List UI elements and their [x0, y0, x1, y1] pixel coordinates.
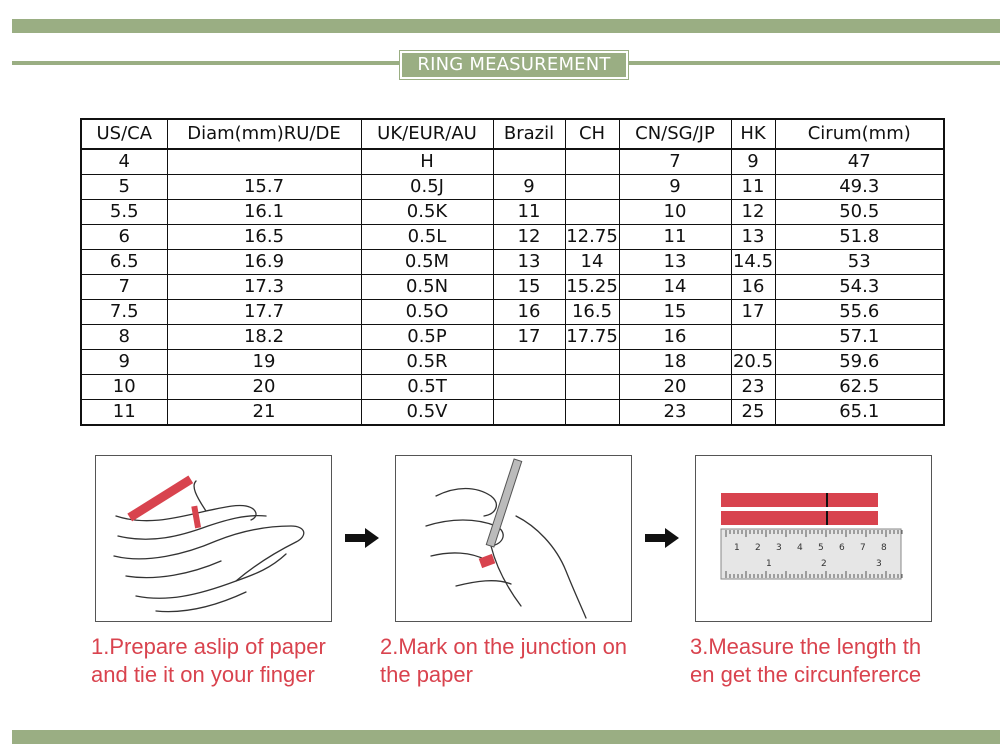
table-cell: 0.5J: [361, 175, 493, 200]
ruler-label: 1: [766, 559, 772, 569]
table-cell: 54.3: [775, 275, 944, 300]
table-body: [81, 149, 944, 425]
arrow-right-icon: [345, 526, 381, 550]
table-cell: 0.5O: [361, 300, 493, 325]
table-cell: 16.9: [167, 250, 361, 275]
table-cell: 13: [493, 250, 565, 275]
hand-with-paper-strip-icon: [96, 456, 331, 621]
table-cell: 12: [731, 200, 775, 225]
table-cell: 11: [81, 400, 167, 426]
ruler-label: 6: [839, 543, 845, 553]
table-cell: 11: [731, 175, 775, 200]
table-cell: 10: [619, 200, 731, 225]
table-cell: [565, 400, 619, 426]
table-cell: 6.5: [81, 250, 167, 275]
table-cell: 11: [493, 200, 565, 225]
table-cell: 0.5N: [361, 275, 493, 300]
table-row: [81, 225, 944, 250]
table-cell: 6: [81, 225, 167, 250]
table-cell: 0.5M: [361, 250, 493, 275]
column-header: HK: [731, 119, 775, 149]
paper-strip-cut: [721, 511, 878, 525]
table-cell: [565, 175, 619, 200]
table-cell: 14: [619, 275, 731, 300]
table-cell: 57.1: [775, 325, 944, 350]
table-row: [81, 250, 944, 275]
page-title: RING MEASUREMENT: [400, 51, 628, 79]
table-cell: 14.5: [731, 250, 775, 275]
ruler-label: 7: [860, 543, 866, 553]
table-cell: 14: [565, 250, 619, 275]
table-row: [81, 350, 944, 375]
table-cell: 0.5T: [361, 375, 493, 400]
table-cell: 16: [493, 300, 565, 325]
step-2-caption-line-2: the paper: [380, 662, 473, 687]
table-cell: 16.1: [167, 200, 361, 225]
table-cell: [167, 149, 361, 175]
table-cell: H: [361, 149, 493, 175]
table-cell: 19: [167, 350, 361, 375]
table-cell: 23: [619, 400, 731, 426]
table-row: [81, 400, 944, 426]
table-cell: 0.5V: [361, 400, 493, 426]
table-row: [81, 300, 944, 325]
table-cell: [565, 149, 619, 175]
column-header: US/CA: [81, 119, 167, 149]
table-cell: 20.5: [731, 350, 775, 375]
table-cell: 59.6: [775, 350, 944, 375]
ruler-label: 3: [776, 543, 782, 553]
table-cell: 15.25: [565, 275, 619, 300]
table-cell: 8: [81, 325, 167, 350]
bottom-band: [12, 730, 1000, 744]
column-header: Diam(mm)RU/DE: [167, 119, 361, 149]
pen: [486, 459, 521, 547]
column-header: UK/EUR/AU: [361, 119, 493, 149]
table-cell: 11: [619, 225, 731, 250]
step-1-illustration: [95, 455, 332, 622]
table-cell: 16.5: [565, 300, 619, 325]
column-header: CH: [565, 119, 619, 149]
table-cell: 16.5: [167, 225, 361, 250]
table-row: [81, 375, 944, 400]
table-cell: [731, 325, 775, 350]
table-cell: 12.75: [565, 225, 619, 250]
table-row: [81, 325, 944, 350]
table-cell: 62.5: [775, 375, 944, 400]
step-2-caption: [380, 633, 627, 689]
table-cell: 17.75: [565, 325, 619, 350]
table-cell: 7: [619, 149, 731, 175]
step-3-caption-line-1: 3.Measure the length th: [690, 634, 922, 659]
table-cell: 10: [81, 375, 167, 400]
step-1-caption: [91, 633, 326, 689]
ruler-label: 2: [821, 559, 827, 569]
paper-strips-and-ruler-icon: [696, 456, 931, 621]
table-cell: 65.1: [775, 400, 944, 426]
table-cell: 13: [619, 250, 731, 275]
table-cell: 16: [731, 275, 775, 300]
column-header: Cirum(mm): [775, 119, 944, 149]
ruler-label: 4: [797, 543, 803, 553]
table-cell: 15: [493, 275, 565, 300]
table-cell: 20: [167, 375, 361, 400]
table-cell: 0.5L: [361, 225, 493, 250]
paper-strip-marked: [721, 493, 878, 507]
step-1-caption-line-1: 1.Prepare aslip of paper: [91, 634, 326, 659]
column-header: Brazil: [493, 119, 565, 149]
table-cell: 55.6: [775, 300, 944, 325]
table-row: [81, 175, 944, 200]
table-cell: 15: [619, 300, 731, 325]
ruler-label: 1: [734, 543, 740, 553]
ruler-label: 2: [755, 543, 761, 553]
table-cell: 0.5R: [361, 350, 493, 375]
table-cell: 17: [731, 300, 775, 325]
paper-strip: [127, 476, 193, 522]
table-cell: [565, 375, 619, 400]
arrow-right-icon: [645, 526, 681, 550]
table-cell: 18.2: [167, 325, 361, 350]
column-header: CN/SG/JP: [619, 119, 731, 149]
table-row: [81, 200, 944, 225]
table-cell: 7.5: [81, 300, 167, 325]
table-cell: 5.5: [81, 200, 167, 225]
step-1-caption-line-2: and tie it on your finger: [91, 662, 315, 687]
ring-size-table: [80, 118, 945, 426]
hand-marking-with-pen-icon: [396, 456, 631, 621]
table-cell: 0.5K: [361, 200, 493, 225]
table-cell: 49.3: [775, 175, 944, 200]
table-cell: 15.7: [167, 175, 361, 200]
step-2-illustration: [395, 455, 632, 622]
step-2-caption-line-1: 2.Mark on the junction on: [380, 634, 628, 659]
table-cell: [493, 149, 565, 175]
table-cell: [565, 200, 619, 225]
table-cell: 9: [619, 175, 731, 200]
table-cell: 53: [775, 250, 944, 275]
table-cell: 18: [619, 350, 731, 375]
table-cell: [493, 400, 565, 426]
table-cell: 47: [775, 149, 944, 175]
table-cell: 17.3: [167, 275, 361, 300]
table-cell: 20: [619, 375, 731, 400]
step-3-caption: [690, 633, 921, 689]
table-cell: 51.8: [775, 225, 944, 250]
table-cell: 13: [731, 225, 775, 250]
table-cell: 5: [81, 175, 167, 200]
table-cell: [493, 350, 565, 375]
table-cell: 4: [81, 149, 167, 175]
table-cell: 23: [731, 375, 775, 400]
table-header-row: [81, 119, 944, 149]
table-cell: 17.7: [167, 300, 361, 325]
paper-mark: [479, 554, 496, 568]
table-cell: 12: [493, 225, 565, 250]
ruler-label: 8: [881, 543, 887, 553]
table-cell: 50.5: [775, 200, 944, 225]
table-cell: [565, 350, 619, 375]
table-cell: 0.5P: [361, 325, 493, 350]
table-cell: 21: [167, 400, 361, 426]
table-cell: 9: [731, 149, 775, 175]
table-cell: 7: [81, 275, 167, 300]
ruler-label: 3: [876, 559, 882, 569]
ruler: [721, 529, 901, 579]
table-row: [81, 149, 944, 175]
paper-loop: [191, 506, 201, 529]
step-3-caption-line-2: en get the circunfererce: [690, 662, 922, 687]
step-3-illustration: [695, 455, 932, 622]
table-cell: [493, 375, 565, 400]
table-row: [81, 275, 944, 300]
table-cell: 16: [619, 325, 731, 350]
ruler-label: 5: [818, 543, 824, 553]
table-cell: 9: [81, 350, 167, 375]
top-band: [12, 19, 1000, 33]
table-cell: 17: [493, 325, 565, 350]
table-cell: 25: [731, 400, 775, 426]
table-cell: 9: [493, 175, 565, 200]
